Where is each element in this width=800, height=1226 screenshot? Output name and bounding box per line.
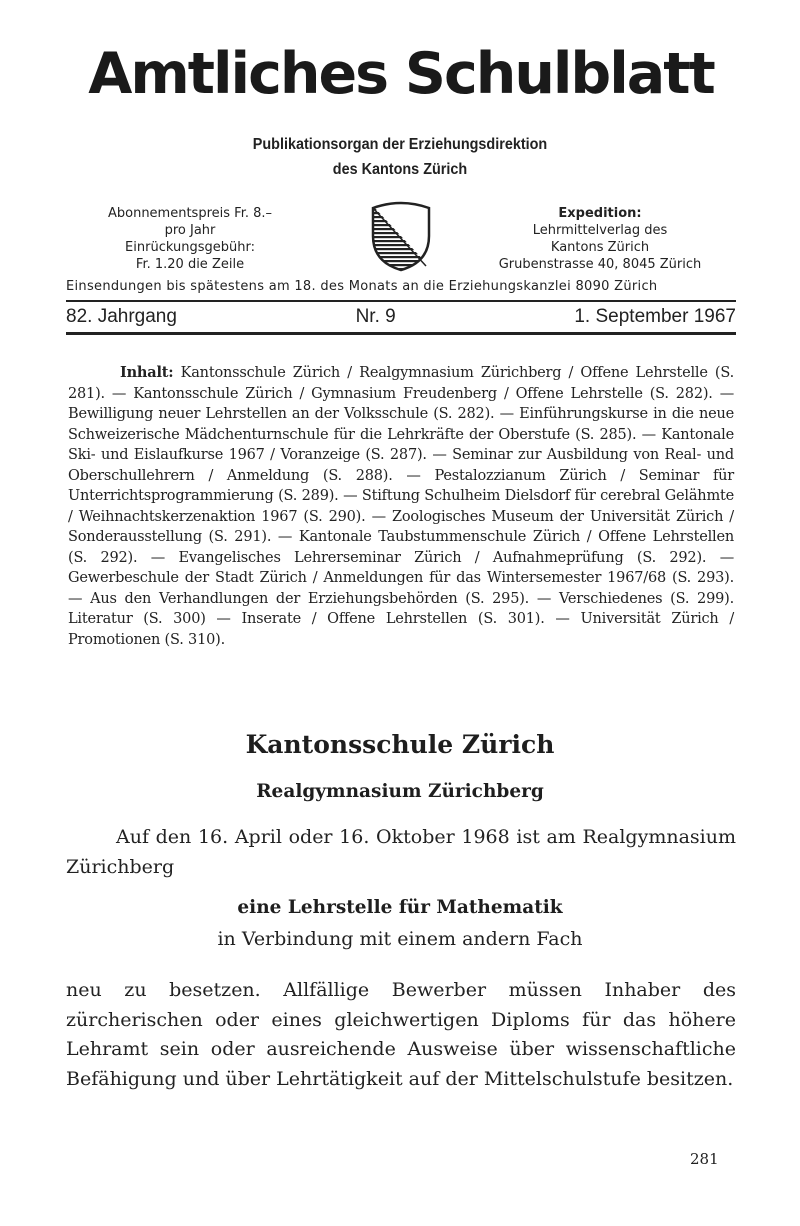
subscription-price: Abonnementspreis Fr. 8.– — [107, 206, 273, 221]
expedition-label: Expedition: — [558, 206, 642, 221]
publisher-name: Lehrmittelverlag des — [532, 223, 668, 238]
zurich-coat-of-arms-icon — [370, 200, 432, 272]
insertion-fee-label: Einrückungsgebühr: — [125, 240, 255, 255]
position-title: eine Lehrstelle für Mathematik — [237, 897, 563, 918]
expedition-info — [470, 205, 730, 273]
submission-deadline-note: Einsendungen bis spätestens am 18. des Monats an die Erziehungskanzlei 8090 Zürich — [66, 279, 658, 294]
issue-number: Nr. 9 — [355, 306, 396, 327]
publisher-canton: Kantons Zürich — [550, 240, 650, 255]
contents-label: Inhalt: — [120, 364, 174, 381]
article-heading: Kantonsschule Zürich — [245, 730, 555, 759]
header-rule-bottom — [66, 332, 736, 335]
position-subtitle: in Verbindung mit einem andern Fach — [217, 928, 583, 950]
subscription-info — [80, 205, 300, 273]
header-rule-top — [66, 300, 736, 302]
table-of-contents — [68, 363, 734, 650]
publication-subtitle-canton: des Kantons Zürich — [332, 161, 468, 178]
article-body: neu zu besetzen. Allfällige Bewerber müssen Inhaber des zürcherischen oder eines gleichwertigen Diploms für das höhere Lehramt sein oder ausreichende Ausweise über wissenschaftliche Befähigung und über Lehrtätigkeit auf der Mittelschulstufe besitzen. — [66, 979, 736, 1090]
contents-text: Kantonsschule Zürich / Realgymnasium Zürichberg / Offene Lehrstelle (S. 281). — Kantonsschule Zürich / Gymnasium Freudenberg / Offene Lehrstelle (S. 282). — Bewilligung neuer Lehrstellen an der Volksschule (S. 282). — Einführungskurse in die neue Schweizerische Mädchenturnschule für die Lehrkräfte der Oberstufe (S. 285). — Kantonale Ski- und Eislaufkurse 1967 / Voranzeige (S. 287). — Seminar zur Ausbildung von Real- und Oberschullehrern / Anmeldung (S. 288). — Pestalozzianum Zürich / Seminar für Unterrichtsprogrammierung (S. 289). — Stiftung Schulheim Dielsdorf für cerebral Gelähmte / Weihnachtskerzenaktion 1967 (S. 290). — Zoologisches Museum der Universität Zürich / Sonderausstellung (S. 291). — Kantonale Taubstummenschule Zürich / Offene Lehrstellen (S. 292). — Evangelisches Lehrerseminar Zürich / Aufnahmeprüfung (S. 292). — Gewerbeschule der Stadt Zürich / Anmeldungen für das Wintersemester 1967/68 (S. 293). — Aus den Verhandlungen der Erziehungsbehörden (S. 295). — Verschiedenes (S. 299). Literatur (S. 300) — Inserate / Offene Lehrstellen (S. 301). — Universität Zürich / Promotionen (S. 310). — [68, 365, 734, 648]
insertion-fee: Fr. 1.20 die Zeile — [135, 257, 245, 272]
publication-subtitle: Publikationsorgan der Erziehungsdirektion — [252, 136, 548, 153]
masthead-title: Amtliches Schulblatt — [88, 41, 714, 107]
article-intro: Auf den 16. April oder 16. Oktober 1968 ist am Realgymnasium Zürichberg — [66, 826, 736, 878]
volume-label: 82. Jahrgang — [66, 306, 177, 327]
subscription-period: pro Jahr — [164, 223, 216, 238]
issue-date: 1. September 1967 — [574, 306, 736, 327]
article-subheading: Realgymnasium Zürichberg — [256, 781, 544, 802]
page-number: 281 — [690, 1150, 719, 1168]
publisher-address: Grubenstrasse 40, 8045 Zürich — [498, 257, 702, 272]
issue-bar — [66, 306, 736, 328]
